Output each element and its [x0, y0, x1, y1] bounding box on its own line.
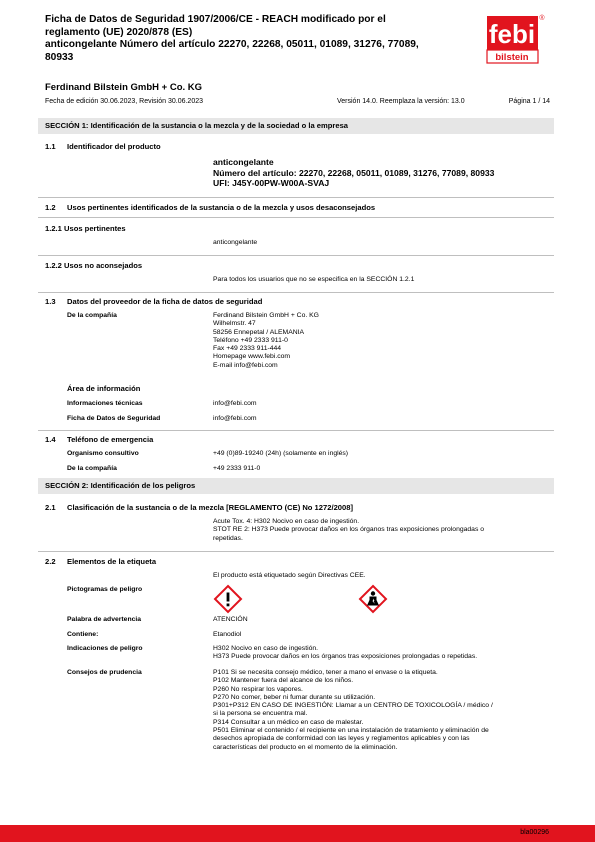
- precaution-line: P501 Eliminar el contenido / el recipiente en una instalación de tratamiento y eliminación de: [213, 727, 489, 735]
- page-number: Página 1 / 14: [508, 98, 550, 105]
- precaution-line: si la persona se encuentra mal.: [213, 710, 308, 718]
- info-area-heading: Área de información: [67, 384, 141, 393]
- uses-advised-against-value: Para todos los usuarios que no se especifica en la SECCIÓN 1.2.1: [213, 276, 415, 283]
- section-1-header: SECCIÓN 1: Identificación de la sustancia o la mezcla y de la sociedad o la empresa: [38, 118, 554, 134]
- title-line: anticongelante Número del artículo 22270, 22268, 05011, 01089, 31276, 77089,: [45, 39, 419, 50]
- contains-value: Etanodiol: [213, 631, 242, 638]
- title-line: reglamento (UE) 2020/878 (ES): [45, 26, 193, 38]
- precaution-line: P102 Mantener fuera del alcance de los niños.: [213, 677, 354, 685]
- tech-info-email: info@febi.com: [213, 400, 257, 407]
- divider: [38, 292, 554, 293]
- product-identifier: [213, 157, 494, 189]
- precaution-line: desechos apropiada de conformidad con las leyes y reglamentos aplicables y con las: [213, 735, 470, 743]
- field-label: Pictogramas de peligro: [67, 586, 143, 593]
- section-number: 2.2: [45, 557, 56, 566]
- precaution-line: P301+P312 EN CASO DE INGESTIÓN: Llamar a un CENTRO DE TOXICOLOGÍA / médico /: [213, 702, 493, 710]
- section-number: 1.3: [45, 297, 56, 306]
- sds-email: info@febi.com: [213, 415, 257, 422]
- divider: [38, 197, 554, 198]
- section-number: 2.1: [45, 503, 56, 512]
- section-heading: Datos del proveedor de la ficha de datos de seguridad: [67, 297, 263, 306]
- registered-mark: ®: [539, 15, 545, 22]
- address-line: E-mail info@febi.com: [213, 361, 278, 369]
- precaution-line: P270 No comer, beber ni fumar durante su utilización.: [213, 693, 376, 701]
- title-line: Ficha de Datos de Seguridad 1907/2006/CE - REACH modificado por el: [45, 14, 386, 25]
- section-heading: Teléfono de emergencia: [67, 435, 154, 444]
- section-heading: Elementos de la etiqueta: [67, 557, 157, 566]
- section-number: 1.4: [45, 435, 56, 444]
- field-label: Indicaciones de peligro: [67, 645, 143, 652]
- subsection-heading: 1.2.1 Usos pertinentes: [45, 224, 126, 233]
- address-line: 58256 Ennepetal / ALEMANIA: [213, 328, 305, 336]
- precaution-line: características del producto en el momento de la eliminación.: [213, 743, 398, 751]
- address-line: Wilhelmstr. 47: [213, 320, 256, 328]
- section-heading: Identificador del producto: [67, 142, 161, 151]
- address-line: Homepage www.febi.com: [213, 353, 291, 361]
- classification-line: STOT RE 2: H373 Puede provocar daños en los órganos tras exposiciones prolongadas o: [213, 526, 485, 534]
- section-heading: Usos pertinentes identificados de la sustancia o de la mezcla y usos desaconsejados: [67, 203, 376, 212]
- address-line: Fax +49 2333 911-444: [213, 345, 282, 353]
- divider: [38, 217, 554, 218]
- field-label: Ficha de Datos de Seguridad: [67, 415, 161, 422]
- address-line: Teléfono +49 2333 911-0: [213, 336, 288, 344]
- classification-line: Acute Tox. 4: H302 Nocivo en caso de ingestión.: [213, 518, 360, 525]
- article-number: Número del artículo: 22270, 22268, 05011, 01089, 31276, 77089, 80933: [213, 167, 495, 178]
- company-phone: +49 2333 911-0: [213, 465, 261, 472]
- section-heading: Clasificación de la sustancia o de la mezcla [REGLAMENTO (CE) No 1272/2008]: [67, 503, 353, 512]
- field-label: De la compañía: [67, 465, 117, 472]
- field-label: Palabra de advertencia: [67, 616, 142, 623]
- section-2-header: SECCIÓN 2: Identificación de los peligros: [38, 478, 554, 494]
- product-name: anticongelante: [213, 157, 274, 167]
- febi-logo: [487, 13, 544, 65]
- exclamation-mark-icon: [214, 585, 242, 613]
- classification-text: [213, 518, 548, 543]
- divider: [38, 551, 554, 552]
- relevant-uses-value: anticongelante: [213, 239, 258, 246]
- field-label: Consejos de prudencia: [67, 669, 142, 676]
- logo-wordmark: febi: [488, 19, 536, 49]
- hazard-line: H373 Puede provocar daños en los órganos tras exposiciones prolongadas o repetidas.: [213, 653, 478, 661]
- section-number: 1.2: [45, 203, 56, 212]
- section-number: 1.1: [45, 142, 56, 151]
- label-statement: El producto está etiquetado según Directivas CEE.: [213, 572, 366, 579]
- ufi-code: UFI: J45Y-00PW-W00A-SVAJ: [213, 178, 330, 188]
- classification-line: repetidas.: [213, 534, 243, 542]
- field-label: Organismo consultivo: [67, 450, 139, 457]
- footer-bar: [0, 825, 595, 842]
- divider: [38, 255, 554, 256]
- hazard-line: H302 Nocivo en caso de ingestión.: [213, 645, 319, 652]
- precaution-line: P260 No respirar los vapores.: [213, 685, 303, 693]
- field-label: Contiene:: [67, 631, 99, 638]
- document-title: [45, 14, 445, 64]
- precaution-line: P314 Consultar a un médico en caso de malestar.: [213, 718, 364, 726]
- supplier-address: [213, 312, 548, 370]
- title-line: 80933: [45, 51, 74, 63]
- document-code: bla00296: [520, 829, 549, 836]
- advisory-phone: +49 (0)89-19240 (24h) (solamente en inglés): [213, 450, 349, 457]
- divider: [38, 430, 554, 431]
- company-name: Ferdinand Bilstein GmbH + Co. KG: [45, 82, 203, 93]
- precaution-line: P101 Si se necesita consejo médico, tener a mano el envase o la etiqueta.: [213, 669, 438, 676]
- logo-subtext: bilstein: [495, 52, 529, 63]
- hazard-statements: [213, 645, 548, 662]
- version-info: Versión 14.0. Reemplaza la versión: 13.0: [337, 98, 465, 105]
- field-label: De la compañía: [67, 312, 117, 319]
- subsection-heading: 1.2.2 Usos no aconsejados: [45, 261, 143, 270]
- health-hazard-icon: [359, 585, 387, 613]
- edit-date: Fecha de edición 30.06.2023, Revisión 30.06.2023: [45, 98, 204, 105]
- field-label: Informaciones técnicas: [67, 400, 143, 407]
- precautionary-statements: [213, 669, 548, 752]
- address-line: Ferdinand Bilstein GmbH + Co. KG: [213, 312, 319, 319]
- signal-word: ATENCIÓN: [213, 616, 248, 623]
